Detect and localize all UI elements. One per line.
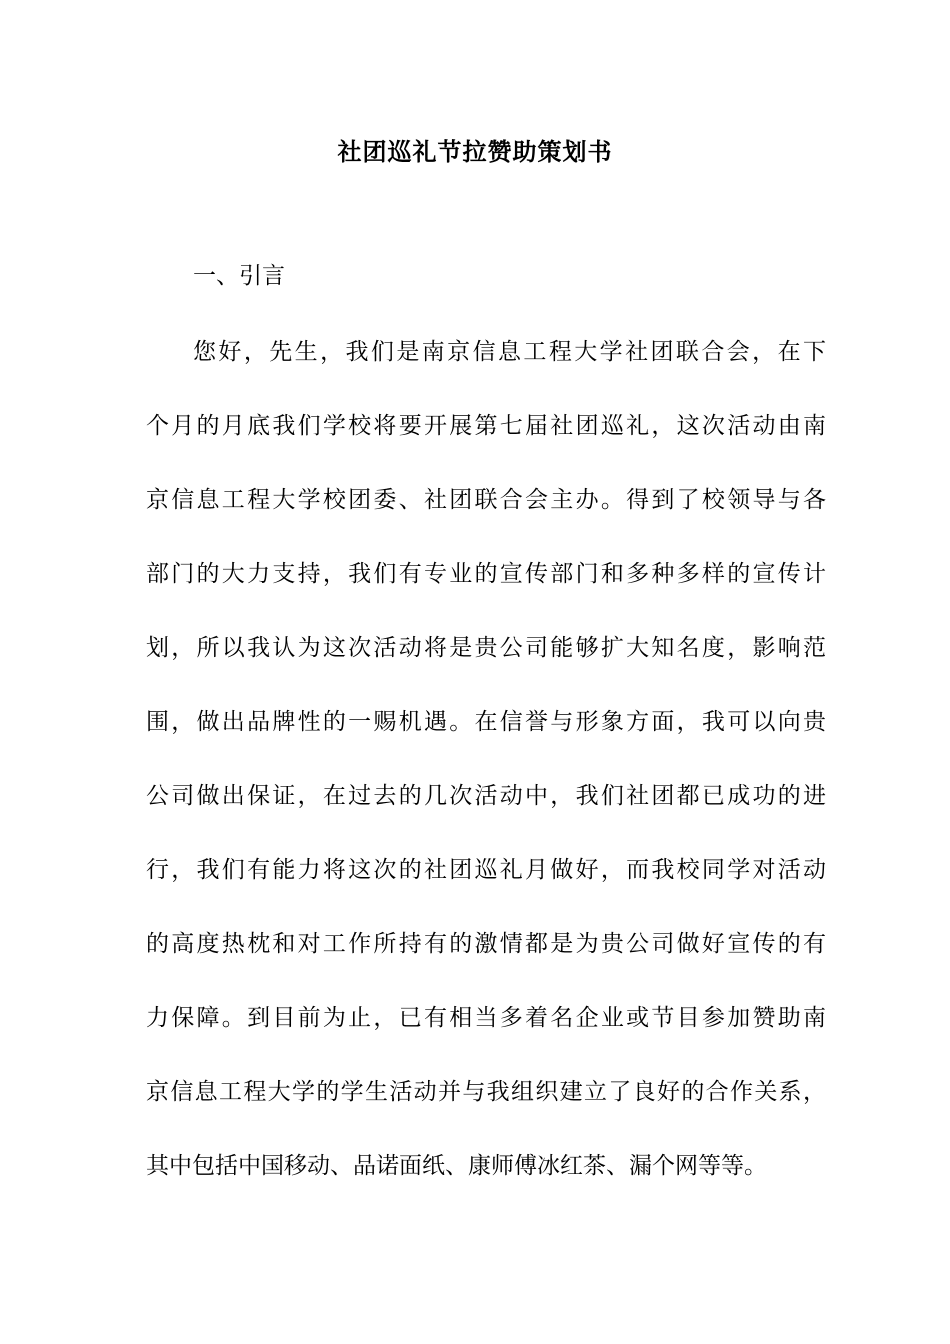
paragraph-line: 个月的月底我们学校将要开展第七届社团巡礼，这次活动由南 (146, 413, 826, 439)
paragraph-line: 行，我们有能力将这次的社团巡礼月做好，而我校同学对活动 (146, 857, 826, 883)
paragraph-line: 围，做出品牌性的一赐机遇。在信誉与形象方面，我可以向贵 (146, 709, 826, 735)
document-title: 社团巡礼节拉赞助策划书 (337, 137, 613, 166)
paragraph-line: 部门的大力支持，我们有专业的宣传部门和多种多样的宣传计 (146, 561, 826, 587)
paragraph-line: 京信息工程大学校团委、社团联合会主办。得到了校领导与各 (146, 487, 826, 513)
paragraph-line: 的高度热枕和对工作所持有的激情都是为贵公司做好宣传的有 (146, 931, 826, 957)
paragraph-line: 划，所以我认为这次活动将是贵公司能够扩大知名度，影响范 (146, 635, 826, 661)
paragraph-line: 您好，先生，我们是南京信息工程大学社团联合会，在下 (193, 339, 826, 365)
paragraph-line: 力保障。到目前为止，已有相当多着名企业或节目参加赞助南 (146, 1005, 826, 1031)
section-heading: 一、引言 (193, 263, 285, 289)
paragraph-line: 其中包括中国移动、品诺面纸、康师傅冰红茶、漏个网等等。 (146, 1153, 767, 1179)
paragraph-line: 京信息工程大学的学生活动并与我组织建立了良好的合作关系， (146, 1079, 826, 1105)
paragraph-line: 公司做出保证，在过去的几次活动中，我们社团都已成功的进 (146, 783, 826, 809)
